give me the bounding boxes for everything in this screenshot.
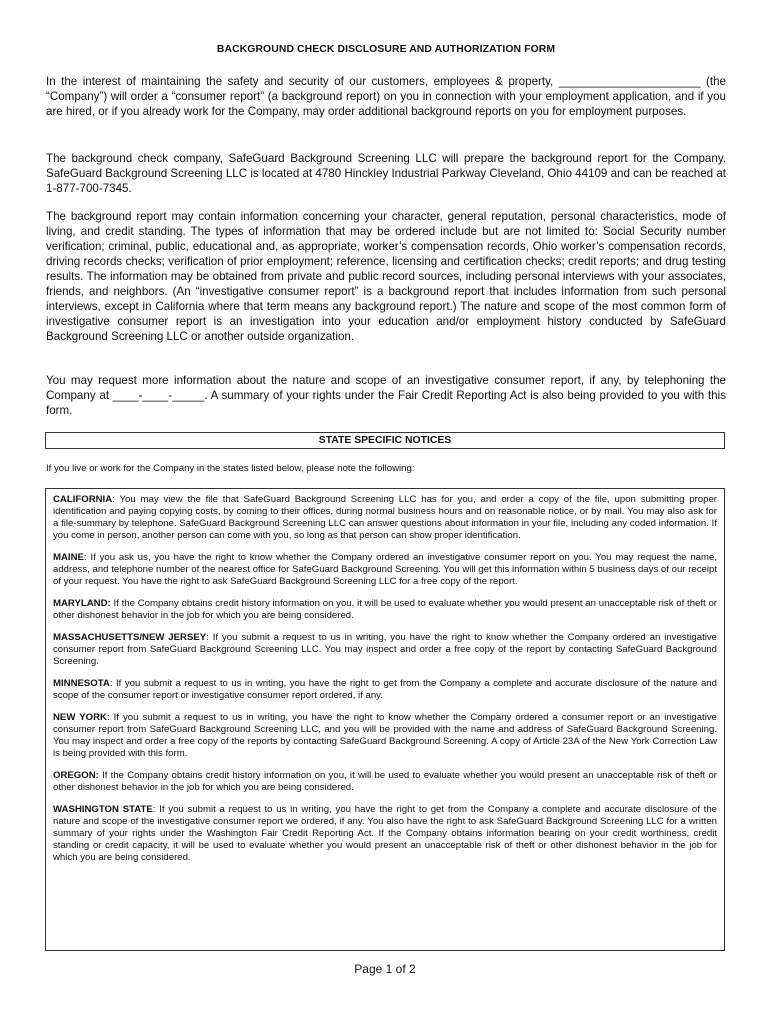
- state-name: MAINE: [53, 552, 84, 563]
- intro-paragraph: In the interest of maintaining the safety and security of our customers, employees & property, ______________________ (the “Company”) will order a “consumer report” (a background report) on you in connection with your employment application, and if you are hired, or if you already work for the Company, may order additional background reports on you for employment purposes.: [46, 75, 726, 118]
- state-notice-text: If you submit a request to us in writing, you have the right to know whether the Company ordered an investigative consumer report from SafeGuard Background Screening LLC. You may inspect and order a free copy of the report by contacting SafeGuard Background Screening.: [53, 632, 717, 667]
- request-info-paragraph: You may request more information about the nature and scope of an investigative consumer report, if any, by telephoning the Company at ____-____-_____. A summary of your rights under the Fair Credit Reporting Act is also being provided to you with this form.: [46, 374, 726, 417]
- state-notice-washington: WASHINGTON STATE: If you submit a request to us in writing, you have the right to get from the Company a complete and accurate disclosure of the nature and scope of the investigative consumer report we ordered, if any. You also have the right to ask SafeGuard Background Screening LLC for a written summary of your rights under the Washington Fair Credit Reporting Act. If the Company obtains information bearing on your credit worthiness, credit standing or credit capacity, it will be used to evaluate whether you would present an unacceptable risk of theft or other dishonest behavior in the job for which you are being considered.: [53, 804, 717, 863]
- state-notice-text: If you submit a request to us in writing, you have the right to get from the Company a complete and accurate disclosure of the nature and scope of the consumer report or investigative consumer report ordered, if any.: [53, 678, 717, 701]
- state-name: CALIFORNIA: [53, 494, 113, 505]
- state-notice-california: CALIFORNIA: You may view the file that SafeGuard Background Screening LLC has for you, and order a copy of the file, upon submitting proper identification and paying copying costs, by coming to their offices, during normal business hours and on reasonable notice, or by mail. You may also ask for a file-summary by telephone. SafeGuard Background Screening LLC can answer questions about information in your file, including any coded information. If you come in person, another person can come with you, so long as that person can show proper identification.: [53, 494, 717, 541]
- state-notice-text: If the Company obtains credit history information on you, it will be used to evaluate whether you would present an unacceptable risk of theft or other dishonest behavior in the job for which you are being considered.: [53, 598, 718, 621]
- page-number: Page 1 of 2: [354, 962, 416, 976]
- state-name: WASHINGTON STATE: [53, 804, 153, 815]
- report-contents-paragraph: The background report may contain information concerning your character, general reputation, personal characteristics, mode of living, and credit standing. The types of information that may be ordered include but are not limited to: Social Security number verification; criminal, public, educational and, as appropriate, worker’s compensation records, Ohio worker’s compensation records, driving records checks; verification of prior employment; reference, licensing and certification checks; credit reports; and drug testing results. The information may be obtained from private and public record sources, including personal interviews with your associates, friends, and neighbors. (An “investigative consumer report” is a background report that includes information from such personal interviews, except in California where that term means any background report.) The nature and scope of the most common form of investigative consumer report is an investigation into your education and/or employment history conducted by SafeGuard Background Screening LLC or another outside organization.: [46, 210, 726, 343]
- state-notices-box: [45, 488, 725, 951]
- state-name: OREGON:: [53, 770, 99, 781]
- state-name: MARYLAND:: [53, 598, 111, 609]
- state-notice-text: If you submit a request to us in writing, you have the right to know whether the Company ordered a consumer report or an investigative consumer report from SafeGuard Background Screening LLC, and you will be provided with the name and address of SafeGuard Background Screening. You may inspect and order a free copy of the reports by contacting SafeGuard Background Screening. A copy of Article 23A of the New York Correction Law is being provided with this form.: [53, 712, 717, 759]
- state-notice-text: If you ask us, you have the right to know whether the Company ordered an investigative consumer report on you. You may request the name, address, and telephone number of the nearest office for SafeGuard Background Screening. You will get this information within 5 business days of our receipt of your request. You have the right to ask SafeGuard Background Screening LLC for a free copy of the report.: [53, 552, 717, 587]
- state-notice-minnesota: MINNESOTA: If you submit a request to us in writing, you have the right to get from the Company a complete and accurate disclosure of the nature and scope of the consumer report or investigative consumer report ordered, if any.: [53, 678, 717, 701]
- state-notice-massachusetts-new-jersey: MASSACHUSETTS/NEW JERSEY: If you submit a request to us in writing, you have the right to know whether the Company ordered an investigative consumer report from SafeGuard Background Screening LLC. You may inspect and order a free copy of the report by contacting SafeGuard Background Screening.: [53, 632, 717, 667]
- state-name: MINNESOTA: [53, 678, 110, 689]
- state-notice-new-york: NEW YORK: If you submit a request to us in writing, you have the right to know whether the Company ordered a consumer report or an investigative consumer report from SafeGuard Background Screening LLC, and you will be provided with the name and address of SafeGuard Background Screening. You may inspect and order a free copy of the reports by contacting SafeGuard Background Screening. A copy of Article 23A of the New York Correction Law is being provided with this form.: [53, 712, 717, 759]
- document-title: BACKGROUND CHECK DISCLOSURE AND AUTHORIZATION FORM: [216, 44, 556, 55]
- state-notice-text: If you submit a request to us in writing, you have the right to get from the Company a complete and accurate disclosure of the nature and scope of the investigative consumer report we ordered, if any. You also have the right to ask SafeGuard Background Screening LLC for a written summary of your rights under the Washington Fair Credit Reporting Act. If the Company obtains information bearing on your credit worthiness, credit standing or credit capacity, it will be used to evaluate whether you would present an unacceptable risk of theft or other dishonest behavior in the job for which you are being considered.: [53, 804, 717, 863]
- state-notice-oregon: [53, 770, 717, 794]
- state-notices-intro: If you live or work for the Company in the states listed below, please note the following:: [46, 463, 415, 474]
- state-notice-maryland: [53, 598, 717, 622]
- screening-company-paragraph: The background check company, SafeGuard Background Screening LLC will prepare the background report for the Company. SafeGuard Background Screening LLC is located at 4780 Hinckley Industrial Parkway Cleveland, Ohio 44109 and can be reached at 1-877-700-7345.: [46, 152, 726, 195]
- state-notice-text: If the Company obtains credit history information on you, it will be used to evaluate whether you would present an unacceptable risk of theft or other dishonest behavior in the job for which you are being considered.: [53, 770, 717, 793]
- state-notices-header: STATE SPECIFIC NOTICES: [45, 432, 725, 449]
- state-name: NEW YORK: [53, 712, 107, 723]
- state-name: MASSACHUSETTS/NEW JERSEY: [53, 632, 207, 643]
- state-notice-maine: MAINE: If you ask us, you have the right to know whether the Company ordered an investigative consumer report on you. You may request the name, address, and telephone number of the nearest office for SafeGuard Background Screening. You will get this information within 5 business days of our receipt of your request. You have the right to ask SafeGuard Background Screening LLC for a free copy of the report.: [53, 552, 717, 587]
- state-notice-text: You may view the file that SafeGuard Background Screening LLC has for you, and order a copy of the file, upon submitting proper identification and paying copying costs, by coming to their offices, during normal business hours and on reasonable notice, or by mail. You may also ask for a file-summary by telephone. SafeGuard Background Screening LLC can answer questions about information in your file, including any coded information. If you come in person, another person can come with you, so long as that person can show proper identification.: [53, 494, 717, 541]
